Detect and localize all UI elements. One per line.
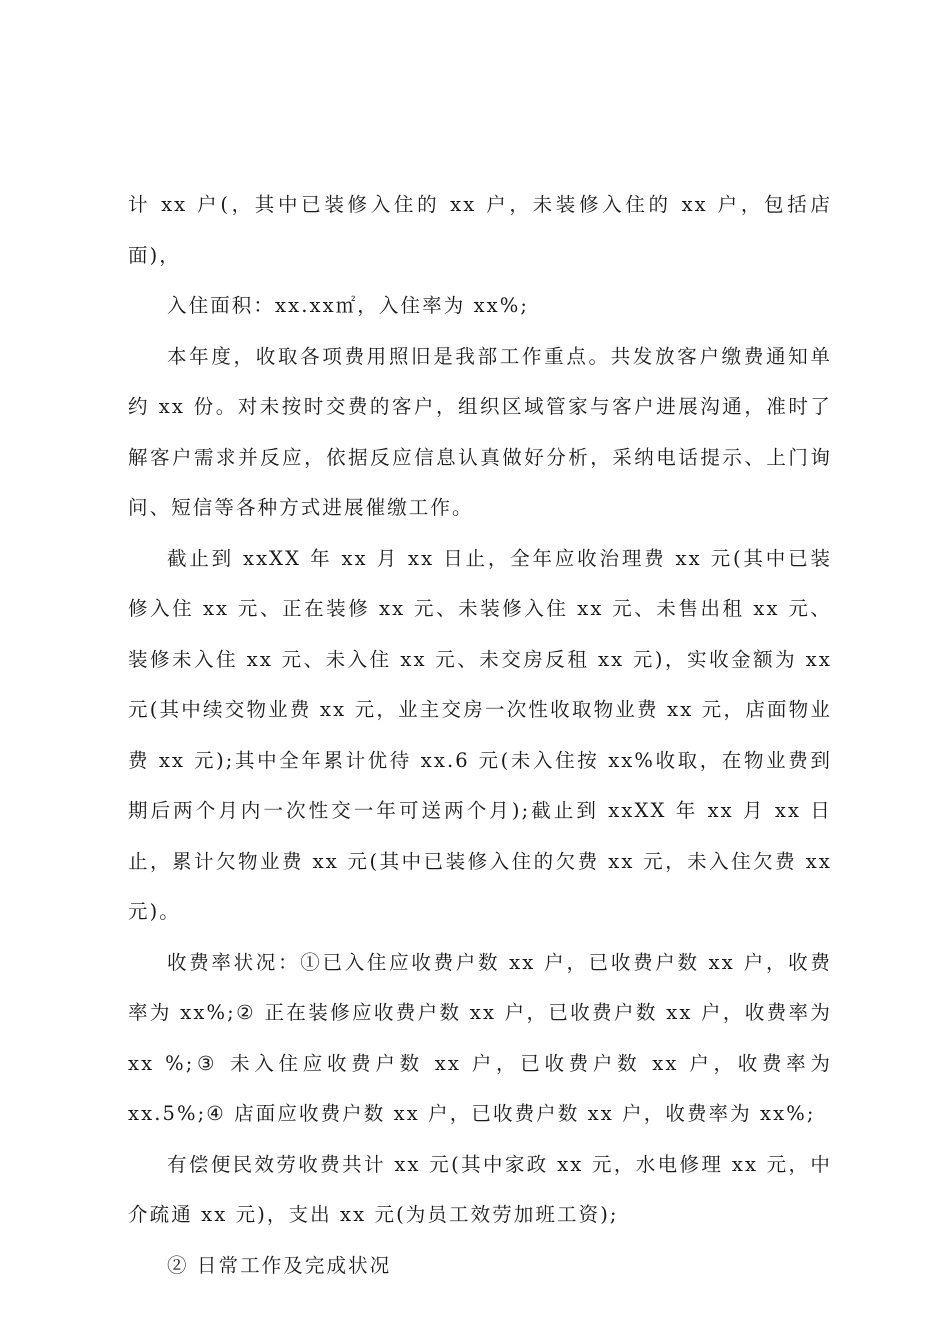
document-body (128, 180, 832, 1291)
paragraph-5: 有偿便民效劳收费共计 xx 元(其中家政 xx 元，水电修理 xx 元，中介疏通 xx 元)，支出 xx 元(为员工效劳加班工资); (128, 1152, 832, 1226)
paragraph-1 (128, 180, 832, 332)
paragraph-6-section-heading: ② 日常工作及完成状况 (167, 1253, 392, 1277)
paragraph-1-line-2: 入住面积：xx.xx㎡，入住率为 xx%; (167, 294, 530, 317)
paragraph-2: 本年度，收取各项费用照旧是我部工作重点。共发放客户缴费通知单约 xx 份。对未按时交费的客户，组织区域管家与客户进展沟通，准时了解客户需求并反应，依据反应信息认真做好分析，采纳电话提示、上门询问、短信等各种方式进展催缴工作。 (128, 344, 832, 519)
paragraph-3: 截止到 xxXX 年 xx 月 xx 日止，全年应收治理费 xx 元(其中已装修入住 xx 元、正在装修 xx 元、未装修入住 xx 元、未售出租 xx 元、装修未入住 xx 元、未入住 xx 元、未交房反租 xx 元)，实收金额为 xx 元(其中续交物业费 xx 元，业主交房一次性收取物业费 xx 元，店面物业费 xx 元);其中全年累计优待 xx.6 元(未入住按 xx%收取，在物业费到期后两个月内一次性交一年可送两个月);截止到 xxXX 年 xx 月 xx 日止，累计欠物业费 xx 元(其中已装修入住的欠费 xx 元，未入住欠费 xx 元)。 (128, 546, 832, 923)
paragraph-1-line-1: 计 xx 户(，其中已装修入住的 xx 户，未装修入住的 xx 户，包括店面)， (128, 193, 832, 267)
paragraph-4: 收费率状况：①已入住应收费户数 xx 户，已收费户数 xx 户，收费率为 xx%;② 正在装修应收费户数 xx 户，已收费户数 xx 户，收费率为 xx %;③ 未入住应收费户数 xx 户，已收费户数 xx 户，收费率为 xx.5%;④ 店面应收费户数 xx 户，已收费户数 xx 户，收费率为 xx%; (128, 950, 832, 1125)
